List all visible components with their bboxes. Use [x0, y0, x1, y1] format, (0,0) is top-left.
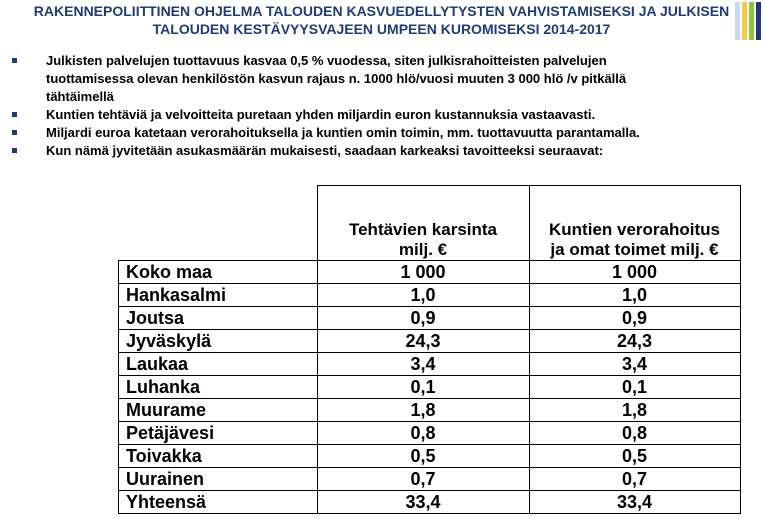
bullet-item: Julkisten palvelujen tuottavuus kasvaa 0,5 % vuodessa, siten julkisrahoitteisten palvelujen tuottamisessa olevan henkilöstön kasvun rajaus n. 1000 hlö/vuosi muuten 3 000 hlö /v pitkällä tähtäimellä — [12, 52, 747, 106]
row-name: Hankasalmi — [119, 284, 318, 307]
row-value-verorahoitus: 0,1 — [529, 376, 740, 399]
bullet-square-icon — [12, 148, 17, 153]
row-value-verorahoitus: 1,0 — [529, 284, 740, 307]
table-row — [119, 399, 741, 422]
table-row-total — [119, 491, 741, 514]
header-tehtavien-karsinta: Tehtävien karsinta milj. € — [317, 186, 529, 261]
bullet-item: Miljardi euroa katetaan verorahoituksella ja kuntien omin toimin, mm. tuottavuutta parantamalla. — [12, 124, 747, 142]
row-value-karsinta: 0,1 — [317, 376, 529, 399]
bullet-square-icon — [12, 130, 17, 135]
table-row — [119, 468, 741, 491]
row-name: Laukaa — [119, 353, 318, 376]
logo-stripes — [733, 2, 763, 40]
logo-stripe-1 — [735, 2, 740, 40]
title-line-1: RAKENNEPOLIITTINEN OHJELMA TALOUDEN KASVUEDELLYTYSTEN VAHVISTAMISEKSI JA JULKISEN — [33, 3, 730, 19]
bullet-list — [12, 52, 747, 160]
row-name: Koko maa — [119, 261, 318, 284]
header-kuntien-verorahoitus: Kuntien verorahoitus ja omat toimet milj. € — [529, 186, 740, 261]
row-value-karsinta: 1 000 — [317, 261, 529, 284]
row-value-verorahoitus: 0,5 — [529, 445, 740, 468]
header-blank-cell — [119, 186, 318, 261]
row-name: Muurame — [119, 399, 318, 422]
municipality-table — [118, 185, 741, 514]
row-name: Luhanka — [119, 376, 318, 399]
row-value-verorahoitus: 24,3 — [529, 330, 740, 353]
row-value-karsinta: 0,7 — [317, 468, 529, 491]
row-value-karsinta: 0,9 — [317, 307, 529, 330]
row-value-karsinta: 0,8 — [317, 422, 529, 445]
title-line-2: TALOUDEN KESTÄVYYSVAJEEN UMPEEN KUROMISEKSI 2014-2017 — [152, 21, 611, 37]
table-row — [119, 376, 741, 399]
row-value-karsinta: 3,4 — [317, 353, 529, 376]
row-value-verorahoitus: 0,9 — [529, 307, 740, 330]
row-value-verorahoitus: 1 000 — [529, 261, 740, 284]
bullet-square-icon — [12, 58, 17, 63]
row-name: Uurainen — [119, 468, 318, 491]
row-value-verorahoitus: 3,4 — [529, 353, 740, 376]
row-name: Petäjävesi — [119, 422, 318, 445]
row-value-verorahoitus: 0,8 — [529, 422, 740, 445]
row-name: Joutsa — [119, 307, 318, 330]
slide-title — [0, 2, 763, 38]
row-value-karsinta: 0,5 — [317, 445, 529, 468]
table-row — [119, 330, 741, 353]
logo-stripe-2 — [742, 2, 747, 40]
row-value-verorahoitus: 1,8 — [529, 399, 740, 422]
bullet-item: Kuntien tehtäviä ja velvoitteita puretaan yhden miljardin euron kustannuksia vastaavasti. — [12, 106, 747, 124]
bullet-square-icon — [12, 112, 17, 117]
table-row — [119, 422, 741, 445]
row-value-verorahoitus: 0,7 — [529, 468, 740, 491]
table-row — [119, 307, 741, 330]
table-row — [119, 261, 741, 284]
table-row — [119, 353, 741, 376]
table-row — [119, 445, 741, 468]
logo-stripe-4 — [756, 2, 761, 40]
row-value-verorahoitus: 33,4 — [529, 491, 740, 514]
row-value-karsinta: 24,3 — [317, 330, 529, 353]
row-value-karsinta: 1,8 — [317, 399, 529, 422]
row-name: Yhteensä — [119, 491, 318, 514]
bullet-item: Kun nämä jyvitetään asukasmäärän mukaisesti, saadaan karkeaksi tavoitteeksi seuraavat: — [12, 142, 747, 160]
row-name: Jyväskylä — [119, 330, 318, 353]
row-name: Toivakka — [119, 445, 318, 468]
row-value-karsinta: 1,0 — [317, 284, 529, 307]
table-header-row — [119, 186, 741, 261]
logo-stripe-3 — [749, 2, 754, 40]
table-row — [119, 284, 741, 307]
row-value-karsinta: 33,4 — [317, 491, 529, 514]
